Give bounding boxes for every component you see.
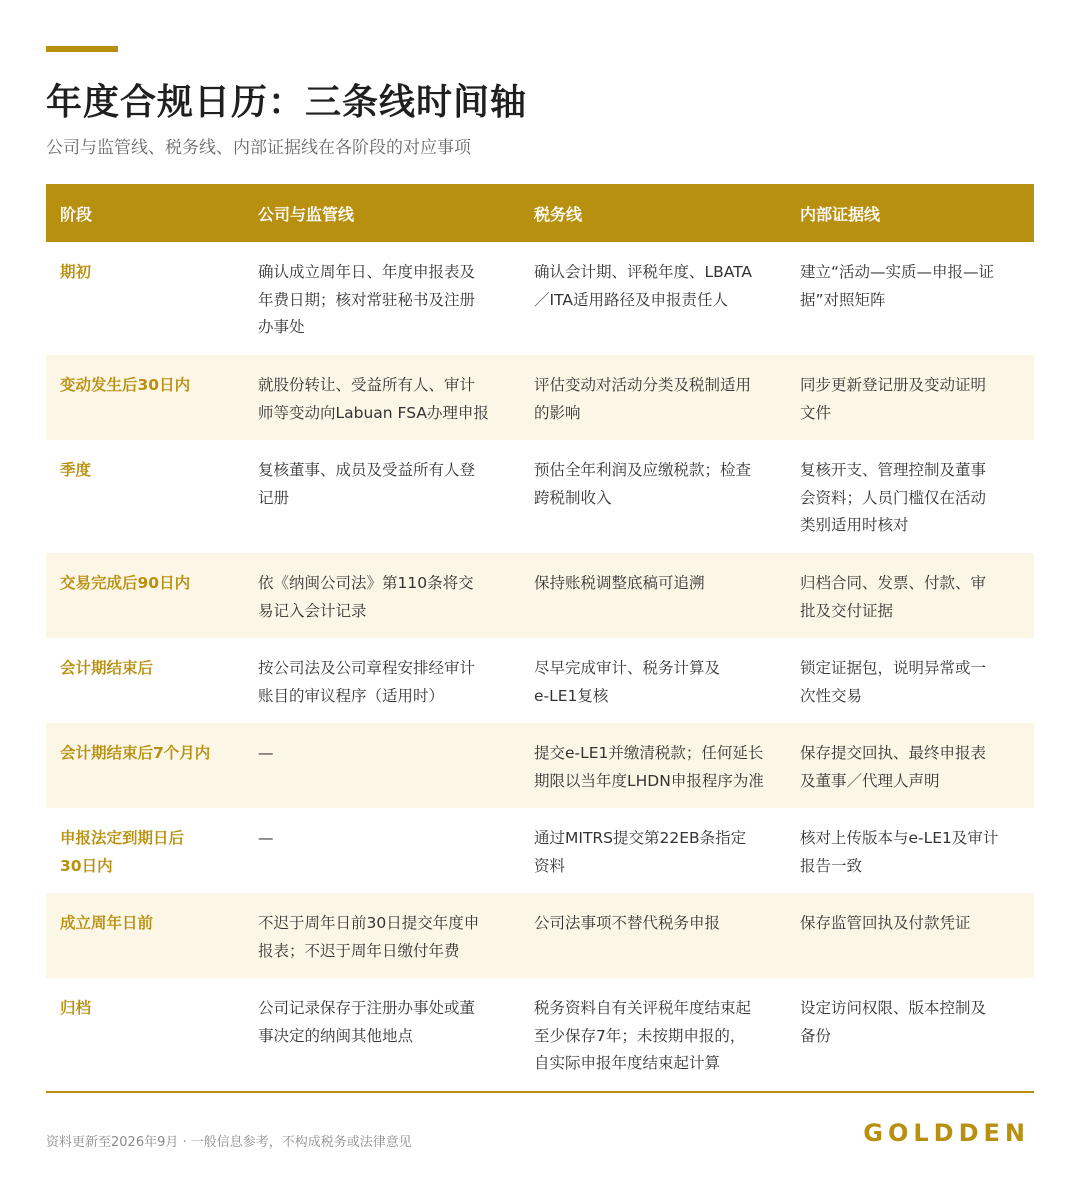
cell-evidence — [786, 638, 1034, 723]
table-body — [46, 242, 1034, 1091]
cell-line: 至少保存7年；未按期申报的， — [534, 1026, 746, 1045]
cell-line: 自实际申报年度结束起计算 — [534, 1054, 721, 1072]
table-header — [46, 184, 1034, 242]
cell-line: 锁定证据包，说明异常或一 — [800, 659, 987, 677]
cell-line: 公司记录保存于注册办事处或董 — [258, 999, 476, 1017]
cell-evidence — [786, 893, 1034, 978]
cell-line: 账目的审议程序（适用时） — [258, 686, 445, 705]
cell-corporate — [244, 638, 520, 723]
page-subtitle: 公司与监管线、税务线、内部证据线在各阶段的对应事项 — [46, 138, 471, 158]
cell-line: 按公司法及公司章程安排经审计 — [258, 659, 476, 677]
cell-line: 评估变动对活动分类及税制适用 — [534, 376, 752, 394]
cell-line: — — [258, 829, 274, 847]
table-row — [46, 808, 1034, 893]
cell-evidence — [786, 553, 1034, 638]
cell-line: 次性交易 — [800, 686, 863, 705]
cell-evidence — [786, 440, 1034, 553]
cell-line: 建立“活动—实质—申报—证 — [800, 263, 995, 281]
cell-corporate — [244, 978, 520, 1091]
cell-line: 期限以当年度LHDN申报程序为准 — [534, 771, 764, 790]
brand-logo: GOLDDEN — [863, 1119, 1030, 1147]
cell-stage — [46, 978, 244, 1091]
cell-line: 据”对照矩阵 — [800, 290, 886, 309]
cell-line: 会计期结束后7个月内 — [60, 744, 211, 762]
cell-line: 文件 — [800, 403, 832, 422]
cell-line: 保持账税调整底稿可追溯 — [534, 574, 705, 592]
cell-corporate — [244, 808, 520, 893]
cell-tax — [520, 808, 786, 893]
accent-bar — [46, 46, 118, 52]
cell-stage — [46, 893, 244, 978]
cell-line: 报告一致 — [800, 856, 863, 875]
cell-line: — — [258, 744, 274, 762]
table-row — [46, 242, 1034, 355]
cell-line: 通过MITRS提交第22EB条指定 — [534, 829, 747, 847]
cell-line: 易记入会计记录 — [258, 601, 367, 620]
cell-line: 及董事／代理人声明 — [800, 771, 940, 790]
cell-line: 类别适用时核对 — [800, 516, 909, 534]
cell-stage — [46, 242, 244, 355]
table-row — [46, 638, 1034, 723]
cell-stage — [46, 638, 244, 723]
cell-line: 预估全年利润及应缴税款；检查 — [534, 461, 752, 479]
header-tax: 税务线 — [534, 204, 583, 224]
header-evidence: 内部证据线 — [800, 204, 881, 224]
cell-line: 依《纳闽公司法》第110条将交 — [258, 574, 474, 592]
cell-tax — [520, 242, 786, 355]
cell-corporate — [244, 355, 520, 440]
footer-note: 资料更新至2026年9月 · 一般信息参考，不构成税务或法律意见 — [46, 1135, 412, 1150]
cell-line: 复核开支、管理控制及董事 — [800, 461, 987, 479]
cell-line: 不迟于周年日前30日提交年度申 — [258, 914, 480, 932]
cell-evidence — [786, 242, 1034, 355]
cell-line: 报表；不迟于周年日缴付年费 — [258, 941, 460, 960]
cell-line: 提交e-LE1并缴清税款；任何延长 — [534, 744, 764, 762]
table-row — [46, 723, 1034, 808]
cell-tax — [520, 638, 786, 723]
compliance-table — [46, 184, 1034, 1091]
cell-line: 确认会计期、评税年度、LBATA — [534, 263, 753, 281]
cell-line: 尽早完成审计、税务计算及 — [534, 659, 721, 677]
cell-line: 资料 — [534, 856, 566, 875]
cell-line: ／ITA适用路径及申报责任人 — [534, 290, 728, 309]
cell-line: 事决定的纳闽其他地点 — [258, 1026, 414, 1045]
cell-line: 保存监管回执及付款凭证 — [800, 914, 971, 932]
cell-evidence — [786, 355, 1034, 440]
cell-line: e-LE1复核 — [534, 686, 609, 705]
cell-tax — [520, 440, 786, 553]
cell-stage — [46, 723, 244, 808]
cell-line: 申报法定到期日后 — [60, 829, 185, 847]
table-row — [46, 553, 1034, 638]
cell-evidence — [786, 978, 1034, 1091]
cell-corporate — [244, 723, 520, 808]
cell-line: 归档合同、发票、付款、审 — [800, 574, 987, 592]
cell-line: 备份 — [800, 1026, 832, 1045]
cell-line: 成立周年日前 — [60, 914, 154, 932]
header-corporate: 公司与监管线 — [258, 204, 355, 224]
cell-tax — [520, 723, 786, 808]
cell-tax — [520, 893, 786, 978]
cell-line: 跨税制收入 — [534, 488, 612, 507]
cell-line: 税务资料自有关评税年度结束起 — [534, 999, 752, 1017]
cell-corporate — [244, 242, 520, 355]
bottom-rule — [46, 1091, 1034, 1093]
cell-line: 会资料；人员门槛仅在活动 — [800, 488, 987, 507]
table-row — [46, 893, 1034, 978]
table-row — [46, 355, 1034, 440]
table-row — [46, 440, 1034, 553]
cell-line: 记册 — [258, 488, 290, 507]
cell-line: 变动发生后30日内 — [60, 376, 191, 394]
cell-corporate — [244, 553, 520, 638]
cell-line: 公司法事项不替代税务申报 — [534, 914, 721, 932]
cell-line: 的影响 — [534, 403, 581, 422]
cell-line: 批及交付证据 — [800, 601, 894, 620]
cell-evidence — [786, 723, 1034, 808]
cell-tax — [520, 355, 786, 440]
cell-line: 会计期结束后 — [60, 659, 154, 677]
cell-line: 30日内 — [60, 856, 113, 875]
table-row — [46, 978, 1034, 1091]
cell-line: 师等变动向Labuan FSA办理申报 — [258, 403, 489, 422]
cell-tax — [520, 978, 786, 1091]
cell-stage — [46, 808, 244, 893]
cell-evidence — [786, 808, 1034, 893]
cell-line: 季度 — [60, 461, 92, 479]
cell-line: 办事处 — [258, 318, 305, 336]
cell-line: 同步更新登记册及变动证明 — [800, 376, 987, 394]
cell-line: 保存提交回执、最终申报表 — [800, 744, 987, 762]
cell-line: 交易完成后90日内 — [60, 574, 191, 592]
cell-line: 核对上传版本与e-LE1及审计 — [800, 829, 999, 847]
cell-corporate — [244, 893, 520, 978]
page-title: 年度合规日历：三条线时间轴 — [46, 82, 528, 123]
cell-stage — [46, 355, 244, 440]
header-stage: 阶段 — [60, 204, 93, 224]
cell-stage — [46, 440, 244, 553]
cell-line: 年费日期；核对常驻秘书及注册 — [258, 290, 476, 309]
cell-tax — [520, 553, 786, 638]
cell-line: 设定访问权限、版本控制及 — [800, 999, 987, 1017]
cell-line: 就股份转让、受益所有人、审计 — [258, 376, 476, 394]
cell-line: 归档 — [60, 999, 92, 1017]
cell-corporate — [244, 440, 520, 553]
cell-stage — [46, 553, 244, 638]
cell-line: 期初 — [60, 263, 92, 281]
cell-line: 复核董事、成员及受益所有人登 — [258, 461, 476, 479]
cell-line: 确认成立周年日、年度申报表及 — [258, 263, 476, 281]
